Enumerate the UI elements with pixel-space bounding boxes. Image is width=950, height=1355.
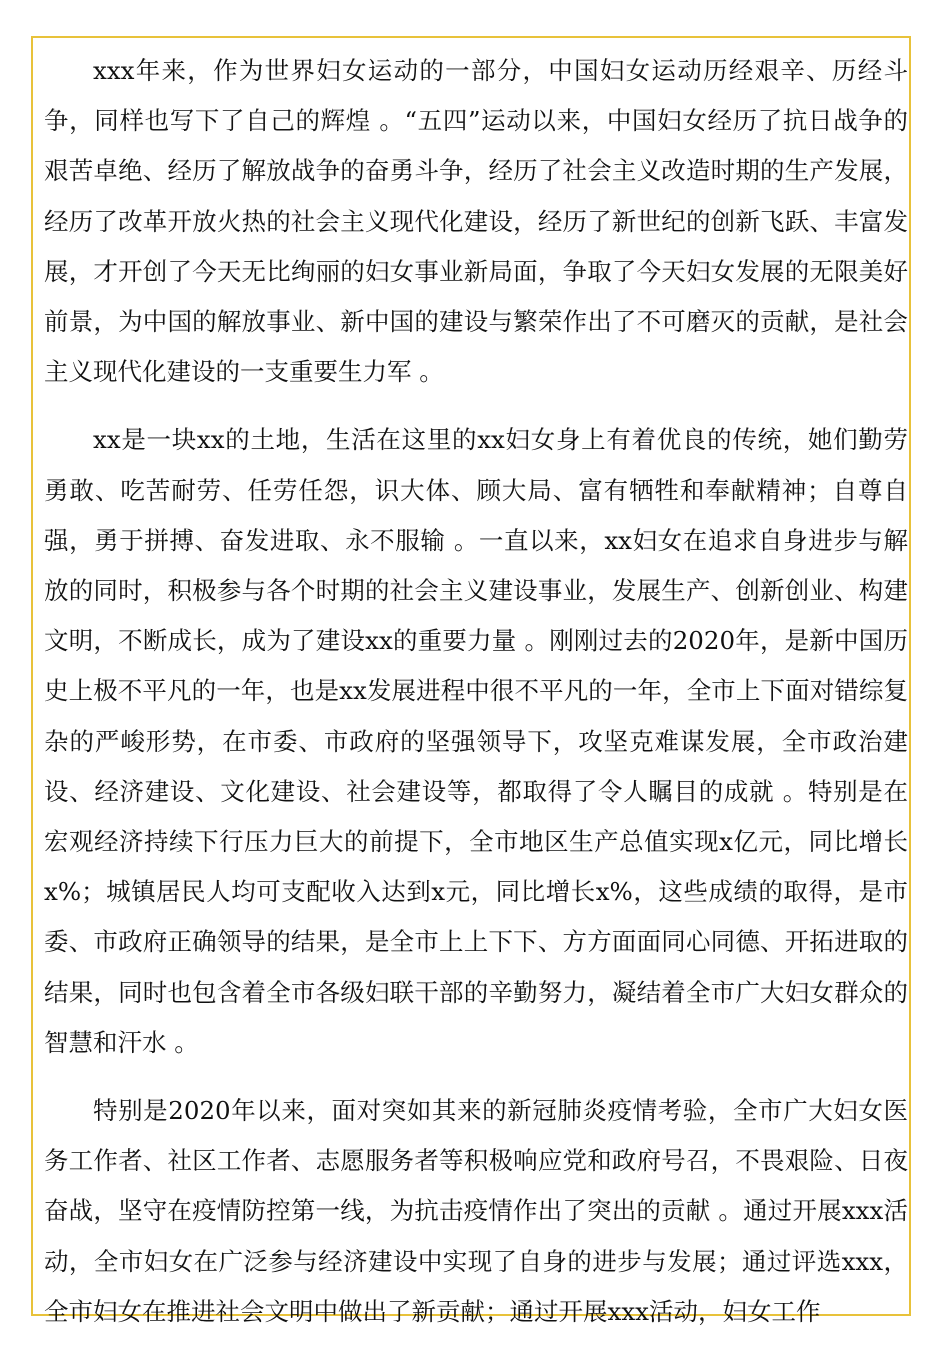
document-body bbox=[44, 46, 908, 1355]
paragraph-2: xx是一块xx的土地，生活在这里的xx妇女身上有着优良的传统，她们勤劳勇敢、吃苦耐劳、任劳任怨，识大体、顾大局、富有牺牲和奉献精神；自尊自强，勇于拼搏、奋发进取、永不服输 。一直以来，xx妇女在追求自身进步与解放的同时，积极参与各个时期的社会主义建设事业，发展生产、创新创业、构建文明，不断成长，成为了建设xx的重要力量 。刚刚过去的2020年，是新中国历史上极不平凡的一年，也是xx发展进程中很不平凡的一年，全市上下面对错综复杂的严峻形势，在市委、市政府的坚强领导下，攻坚克难谋发展，全市政治建设、经济建设、文化建设、社会建设等，都取得了令人瞩目的成就 。特别是在宏观经济持续下行压力巨大的前提下，全市地区生产总值实现x亿元，同比增长x%；城镇居民人均可支配收入达到x元，同比增长x%，这些成绩的取得，是市委、市政府正确领导的结果，是全市上上下下、方方面面同心同德、开拓进取的结果，同时也包含着全市各级妇联干部的辛勤努力，凝结着全市广大妇女群众的智慧和汗水 。 bbox=[44, 425, 908, 1057]
paragraph-1: xxx年来，作为世界妇女运动的一部分，中国妇女运动历经艰辛、历经斗争，同样也写下了自己的辉煌 。“五四”运动以来，中国妇女经历了抗日战争的艰苦卓绝、经历了解放战争的奋勇斗争，经历了社会主义改造时期的生产发展，经历了改革开放火热的社会主义现代化建设，经历了新世纪的创新飞跃、丰富发展，才开创了今天无比绚丽的妇女事业新局面，争取了今天妇女发展的无限美好前景，为中国的解放事业、新中国的建设与繁荣作出了不可磨灭的贡献，是社会主义现代化建设的一支重要生力军 。 bbox=[44, 56, 908, 387]
paragraph-3: 特别是2020年以来，面对突如其来的新冠肺炎疫情考验，全市广大妇女医务工作者、社区工作者、志愿服务者等积极响应党和政府号召，不畏艰险、日夜奋战，坚守在疫情防控第一线，为抗击疫情作出了突出的贡献 。通过开展xxx活动，全市妇女在广泛参与经济建设中实现了自身的进步与发展；通过评选xxx，全市妇女在推进社会文明中做出了新贡献；通过开展xxx活动，妇女工作 bbox=[44, 1096, 908, 1326]
